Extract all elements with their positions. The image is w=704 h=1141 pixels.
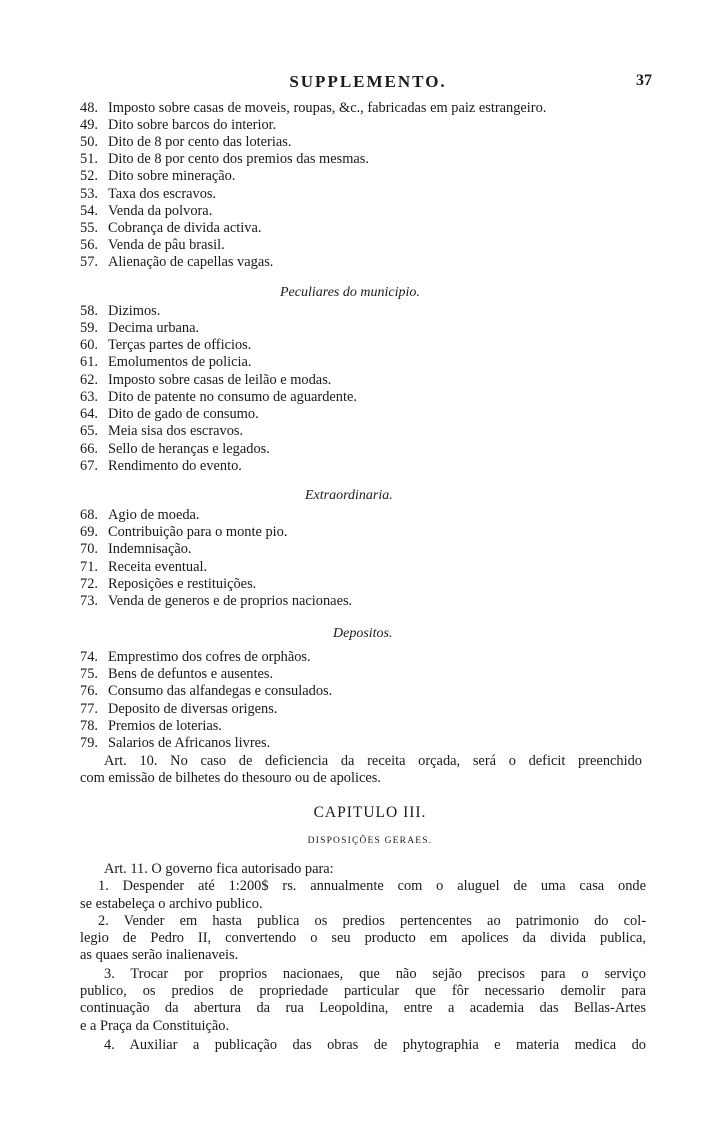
list-item: 60. Terças partes de officios. [80,337,252,353]
section-heading-extraordinaria: Extraordinaria. [305,488,393,503]
article-11-line: 1. Despender até 1:200$ rs. annualmente com o aluguel de uma casa onde [98,878,646,894]
list-item: 55. Cobrança de divida activa. [80,220,262,236]
section-heading-municipio: Peculiares do municipio. [280,285,420,300]
article-11-line: continuação da abertura da rua Leopoldina, entre a academia das Bellas-Artes [80,1000,646,1016]
list-item: 53. Taxa dos escravos. [80,186,217,202]
list-item: 61. Emolumentos de policia. [80,354,252,370]
list-item: 57. Alienação de capellas vagas. [80,254,274,270]
article-10-line-1: Art. 10. No caso de deficiencia da receita orçada, será o deficit preenchido [104,753,642,769]
list-item: 63. Dito de patente no consumo de aguardente. [80,389,357,405]
list-item: 58. Dizimos. [80,303,161,319]
list-item: 50. Dito de 8 por cento das loterias. [80,134,292,150]
list-item: 75. Bens de defuntos e ausentes. [80,666,274,682]
article-11-line: 3. Trocar por proprios nacionaes, que não sejão precisos para o serviço [104,966,646,982]
list-item: 74. Emprestimo dos cofres de orphãos. [80,649,311,665]
list-item: 59. Decima urbana. [80,320,200,336]
article-11-line: publico, os predios de propriedade particular que fôr necessario demolir para [80,983,646,999]
article-11-line: legio de Pedro II, convertendo o seu producto em apolices da divida publica, [80,930,646,946]
page-title: SUPPLEMENTO. [289,72,447,91]
list-item: 72. Reposições e restituições. [80,576,257,592]
article-11-line: se estabeleça o archivo publico. [80,896,263,912]
list-item: 62. Imposto sobre casas de leilão e modas. [80,372,332,388]
list-item: 65. Meia sisa dos escravos. [80,423,244,439]
list-item: 52. Dito sobre mineração. [80,168,236,184]
list-item: 79. Salarios de Africanos livres. [80,735,271,751]
list-item: 64. Dito de gado de consumo. [80,406,259,422]
article-11-intro: Art. 11. O governo fica autorisado para: [104,861,334,877]
article-11-line: as quaes serão inalienaveis. [80,947,239,963]
list-item: 56. Venda de pâu brasil. [80,237,225,253]
list-item: 68. Agio de moeda. [80,507,200,523]
list-item: 69. Contribuição para o monte pio. [80,524,288,540]
list-item: 77. Deposito de diversas origens. [80,701,278,717]
list-item: 48. Imposto sobre casas de moveis, roupas, &c., fabricadas em paiz estrangeiro. [80,100,547,116]
list-item: 78. Premios de loterias. [80,718,222,734]
list-item: 70. Indemnisação. [80,541,192,557]
list-item: 73. Venda de generos e de proprios nacionaes. [80,593,353,609]
list-item: 66. Sello de heranças e legados. [80,441,270,457]
list-item: 54. Venda da polvora. [80,203,213,219]
list-item: 51. Dito de 8 por cento dos premios das mesmas. [80,151,369,167]
chapter-subtitle: DISPOSIÇÕES GERAES. [307,836,433,846]
page-number: 37 [636,72,652,89]
list-item: 71. Receita eventual. [80,559,208,575]
chapter-title: CAPITULO III. [313,804,427,821]
article-11-line: e a Praça da Constituição. [80,1018,230,1034]
list-item: 76. Consumo das alfandegas e consulados. [80,683,333,699]
article-11-line: 4. Auxiliar a publicação das obras de phytographia e materia medica do [104,1037,646,1053]
running-header [80,72,656,94]
article-11-line: 2. Vender em hasta publica os predios pertencentes ao patrimonio do col- [98,913,646,929]
list-item: 49. Dito sobre barcos do interior. [80,117,277,133]
list-item: 67. Rendimento do evento. [80,458,242,474]
article-10-line-2: com emissão de bilhetes do thesouro ou de apolices. [80,770,381,786]
section-heading-depositos: Depositos. [333,626,393,641]
